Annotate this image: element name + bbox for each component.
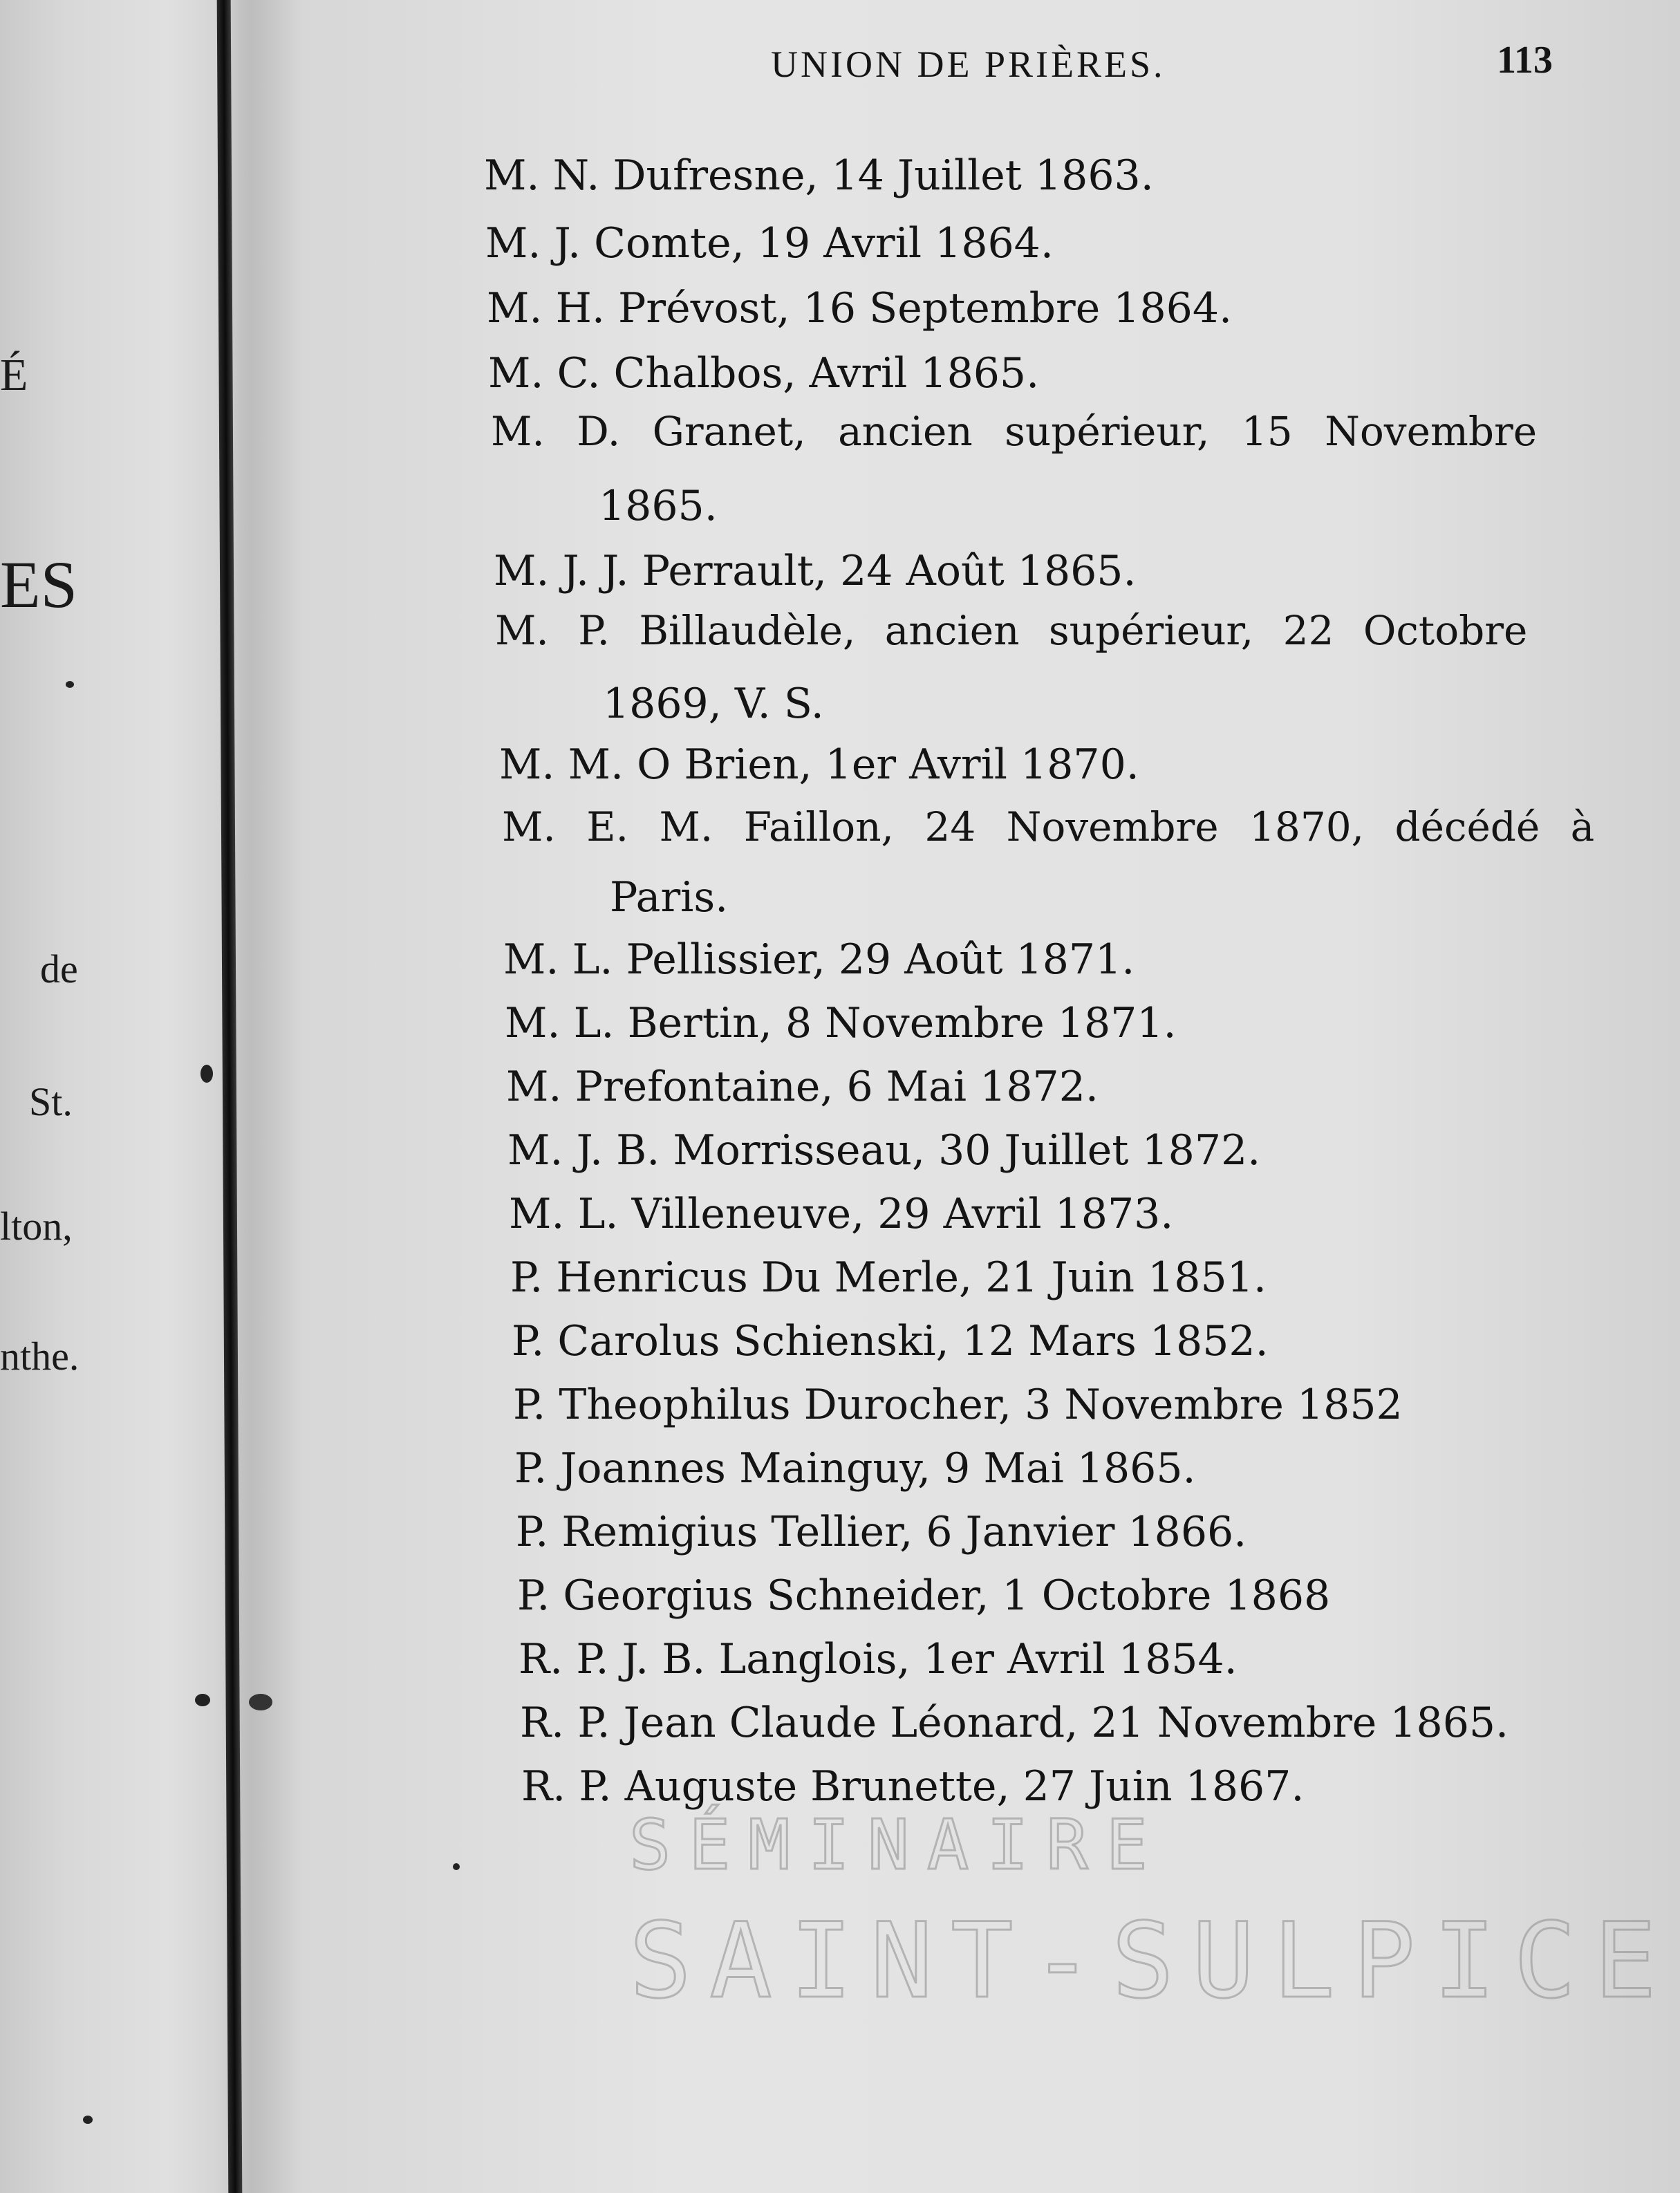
list-item-continuation: 1869, V. S. [603,680,824,728]
list-item-text: M. P. Billaudèle, ancien supérieur, 22 Octobre [495,607,1528,654]
left-fragment: ES [0,548,78,622]
left-fragment: lton, [0,1204,73,1249]
speck [200,1065,213,1083]
stamp-line-1: SÉMINAIRE [629,1804,1166,1885]
list-item: P. Henricus Du Merle, 21 Juin 1851. [510,1253,1267,1302]
left-page [0,0,221,2193]
list-item-continuation: Paris. [610,873,729,922]
speck [453,1863,460,1870]
list-item-text: M. E. M. Faillon, 24 Novembre 1870, décédé à [502,803,1595,850]
list-item: M. Prefontaine, 6 Mai 1872. [506,1063,1099,1111]
list-item: M. L. Pellissier, 29 Août 1871. [503,935,1135,984]
list-item-continuation: 1865. [599,482,718,530]
list-item: M. C. Chalbos, Avril 1865. [488,349,1040,398]
list-item [502,802,1595,852]
list-item [491,407,1569,456]
list-item: P. Remigius Tellier, 6 Janvier 1866. [516,1508,1247,1556]
speck [249,1694,272,1710]
list-item: M. N. Dufresne, 14 Juillet 1863. [484,151,1154,200]
speck [66,681,74,688]
stamp-line-2: SAINT-SULPICE [629,1901,1674,2022]
left-fragment: St. [29,1079,73,1124]
speck [83,2116,93,2124]
list-item: R. P. Jean Claude Léonard, 21 Novembre 1865. [520,1699,1509,1747]
left-fragment: É [0,350,28,400]
list-item: M. L. Villeneuve, 29 Avril 1873. [509,1190,1174,1238]
running-head: UNION DE PRIÈRES. [771,44,1166,85]
left-fragment: nthe. [0,1334,80,1379]
page-number: 113 [1497,39,1553,82]
library-stamp [629,1804,1674,2033]
left-fragment: de [40,946,78,991]
list-item: M. J. J. Perrault, 24 Août 1865. [494,547,1137,595]
list-item: R. P. Auguste Brunette, 27 Juin 1867. [521,1762,1305,1811]
list-item: P. Theophilus Durocher, 3 Novembre 1852 [513,1381,1403,1429]
list-item: P. Joannes Mainguy, 9 Mai 1865. [514,1444,1196,1493]
list-item: M. L. Bertin, 8 Novembre 1871. [505,999,1177,1047]
list-item-text: M. D. Granet, ancien supérieur, 15 Novembre [491,408,1538,455]
list-item: M. J. Comte, 19 Avril 1864. [485,219,1054,268]
list-item: M. H. Prévost, 16 Septembre 1864. [487,284,1233,333]
list-item: M. M. O Brien, 1er Avril 1870. [499,740,1139,789]
list-item: R. P. J. B. Langlois, 1er Avril 1854. [519,1635,1238,1683]
list-item [495,606,1580,655]
speck [195,1694,210,1706]
list-item: P. Georgius Schneider, 1 Octobre 1868 [517,1571,1331,1620]
list-item: M. J. B. Morrisseau, 30 Juillet 1872. [507,1126,1261,1175]
list-item: P. Carolus Schienski, 12 Mars 1852. [512,1317,1269,1365]
